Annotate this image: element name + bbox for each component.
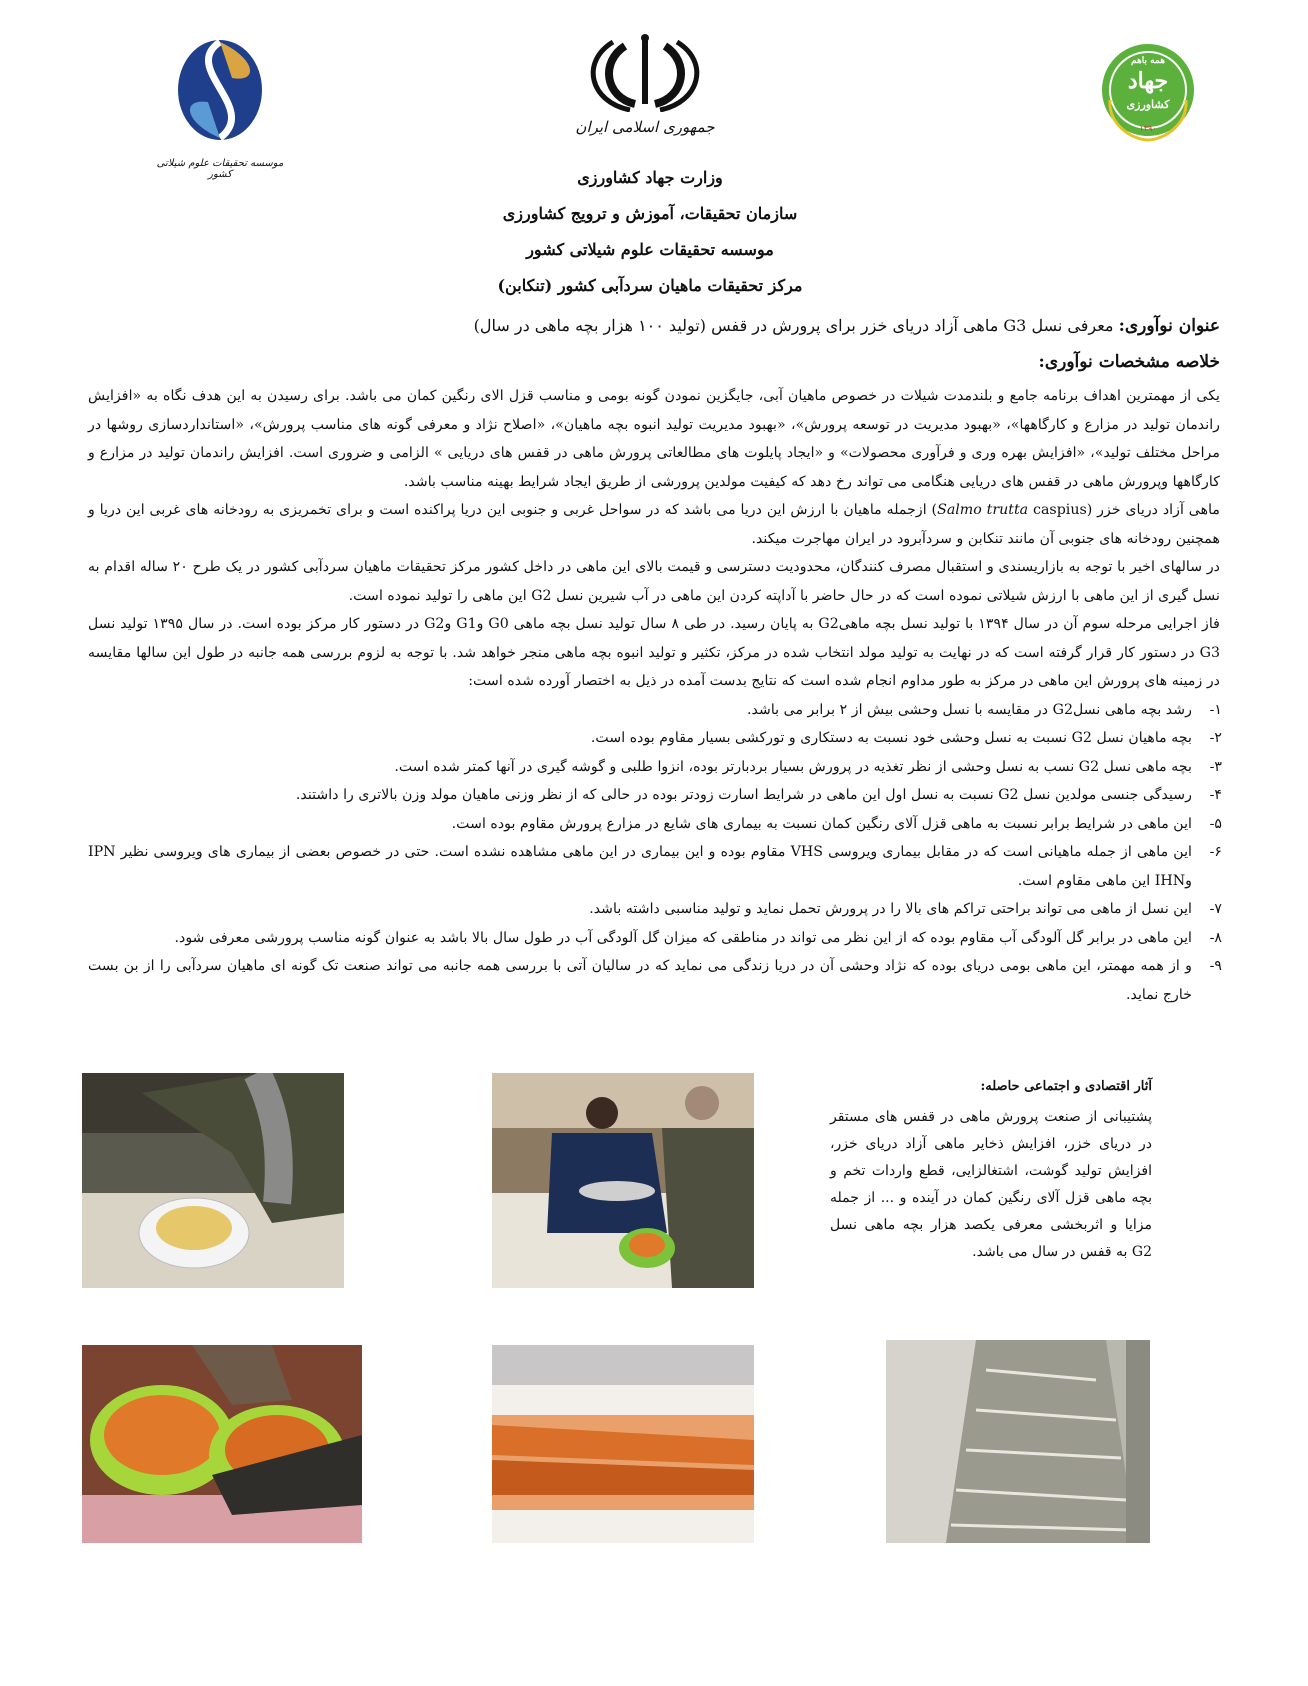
paragraph-2: ماهی آزاد دریای خزر (Salmo trutta caspius) ازجمله ماهیان با ارزش این دریا می باشد که در سواحل غربی و جنوبی این دریا پراکنده است و برای تخمریزی به رودخانه های غربی این دریا و همچنین رودخانه های جنوبی آن مانند تنکابن و سردآبرود در ایران مهاجرت میکند. bbox=[88, 502, 1221, 547]
organization-heading bbox=[400, 160, 900, 304]
list-item: ۴- رسیدگی جنسی مولدین نسل G2 نسبت به نسل اول این ماهی در شرایط اسارت زودتر بوده در حالی که از نظر وزنی ماهیان مولد وزن بالاتری را داشتند. bbox=[295, 787, 1222, 803]
left-logo-caption: موسسه تحقیقات علوم شیلاتی کشور bbox=[156, 158, 284, 180]
paragraph-3: در سالهای اخیر با توجه به بازاریسندی و استقبال مصرف کنندگان، محدودیت دسترسی و قیمت بالای این ماهی در داخل کشور مرکز تحقیقات ماهیان سردآبی کشور در یک طرح ۲۰ ساله اقدام به نسل گیری از این ماهی با ارزش شیلاتی نموده است که در حال حاضر با آداپته کردن این ماهی در آب شیرین نسل G2 این ماهی را تولید نموده است. bbox=[88, 559, 1220, 604]
right-logo-sub: کشاورزی bbox=[1126, 98, 1170, 111]
summary-body bbox=[88, 382, 1220, 1009]
paragraph-1: یکی از مهمترین اهداف برنامه جامع و بلندمدت شیلات در خصوص ماهیان آبی، جایگزین نمودن گونه بومی و مناسب قزل الای رنگین کمان می باشد. برای رسیدن به این هدف نگاه به «افزایش راندمان تولید در مزارع و کارگاهها»، «بهبود مدیریت در توسعه پرورش»، «بهبود مدیریت تولید انبوه بچه ماهیان»، «اصلاح نژاد و معرفی گونه های مناسب پرورش»، «استانداردسازی روشها در مراحل مختلف تولید»، «افزایش بهره وری و فرآوری محصولات» و «ایجاد پایلوت های مطالعاتی پرورش ماهی در قفس های دریایی » الزامی و ضروری است. افزایش راندمان تولید در مزارع و کارگاهها وپرورش ماهی در قفس های دریایی هنگامی می تواند رخ دهد که کیفیت مولدین پرورشی از طریق ایجاد شرایط بهینه مناسب باشد. bbox=[88, 388, 1220, 490]
results-list bbox=[88, 696, 1220, 1010]
right-logo-year: ۱۳۹۰ bbox=[1139, 124, 1157, 133]
ministry-name: وزارت جهاد کشاورزی bbox=[577, 168, 723, 187]
economic-heading: آثار اقتصادی و اجتماعی حاصله: bbox=[980, 1079, 1152, 1094]
innovation-text: معرفی نسل G3 ماهی آزاد دریای خزر برای پرورش در قفس (تولید ۱۰۰ هزار بچه ماهی در سال) bbox=[473, 316, 1114, 335]
list-item: ۸- این ماهی در برابر گل آلودگی آب مقاوم بوده که از این نظر می تواند در مناطقی که میزان گل آلودگی آب در طول سال بالا باشد به عنوان گونه مناسب پرورشی معرفی شود. bbox=[174, 929, 1222, 946]
center-logo-caption: جمهوری اسلامی ایران bbox=[575, 118, 715, 136]
list-item: ۳- بچه ماهی نسل G2 نسب به نسل وحشی از نظر تغذیه در پرورش بسیار بردبارتر بوده، انزوا طلبی و گوشه گیری در آنها کمتر شده است. bbox=[394, 758, 1222, 775]
iran-emblem-logo bbox=[575, 32, 715, 147]
list-item: ۲- بچه ماهیان نسل G2 نسبت به نسل وحشی خود نسبت به دستکاری و تورکشی بسیار مقاوم بوده است. bbox=[590, 730, 1222, 746]
agriculture-jihad-logo bbox=[1098, 40, 1198, 145]
organization-name: سازمان تحقیقات، آموزش و ترویج کشاورزی bbox=[502, 204, 798, 223]
summary-heading: خلاصه مشخصات نوآوری: bbox=[1038, 352, 1220, 372]
list-item: ۱- رشد بچه ماهی نسلG2 در مقایسه با نسل وحشی بیش از ۲ برابر می باشد. bbox=[747, 701, 1222, 718]
photo-fish-fry-orange bbox=[492, 1345, 754, 1543]
economic-text: پشتیبانی از صنعت پرورش ماهی در قفس های مستقر در دریای خزر، افزایش ذخایر ماهی آزاد دریای خزر، افزایش تولید گوشت، اشتغالزایی، قطع واردات تخم و بچه ماهی قزل آلای رنگین کمان در آینده و ... از جمله مزایا و اثربخشی معرفی یکصد هزار بچه ماهی نسل G2 به قفس در سال می باشد. bbox=[830, 1109, 1152, 1260]
photo-egg-fertilization bbox=[492, 1073, 754, 1288]
list-item: ۶- این ماهی از جمله ماهیانی است که در مقابل بیماری ویروسی VHS مقاوم بوده و این بیماری در این ماهی مشاهده نشده است. حتی در خصوص بعضی از بیماری های ویروسی نظیر IPN وIHN این ماهی مقاوم است. bbox=[88, 844, 1222, 889]
photo-fish-stripping bbox=[82, 1073, 344, 1288]
list-item: ۹- و از همه مهمتر، این ماهی بومی دریای بوده که نژاد وحشی آن در دریا زندگی می نماید که در سالیان آتی با بررسی همه جانبه می تواند صنعت تک گونه ای ماهیان سردآبی را از بن بست خارج نماید. bbox=[88, 958, 1222, 1003]
list-item: ۷- این نسل از ماهی می تواند براحتی تراکم های بالا را در پرورش تحمل نماید و تولید مناسبی داشته باشد. bbox=[589, 901, 1222, 917]
institute-name: موسسه تحقیقات علوم شیلاتی کشور bbox=[526, 240, 774, 259]
innovation-label: عنوان نوآوری: bbox=[1118, 316, 1220, 336]
fisheries-institute-logo bbox=[150, 38, 290, 188]
right-logo-top: همه باهم bbox=[1131, 56, 1165, 66]
innovation-title bbox=[88, 315, 1220, 337]
scientific-name: Salmo trutta bbox=[937, 502, 1029, 518]
list-item: ۵- این ماهی در شرایط برابر نسبت به ماهی قزل آلای رنگین کمان نسبت به بیماری های شایع در مزارع پرورش مقاوم بوده است. bbox=[451, 815, 1222, 832]
photo-eggs-in-basins bbox=[82, 1345, 362, 1543]
center-name: مرکز تحقیقات ماهیان سردآبی کشور (تنکابن) bbox=[497, 276, 803, 295]
paragraph-4: فاز اجرایی مرحله سوم آن در سال ۱۳۹۴ با تولید نسل بچه ماهیG2 به پایان رسید. در طی ۸ سال تولید نسل بچه ماهی G0 وG1 وG2 در دستور کار مرکز بوده است. در سال ۱۳۹۵ تولید نسل G3 در دستور کار قرار گرفته است که در نهایت به تولید مولد انتخاب شده در مرکز، تکثیر و تولید انبوه بچه ماهی منجر خواهد شد. با توجه به لزوم بررسی همه جانبه در طول این سالها مقایسه در زمینه های پرورش این ماهی در مرکز به طور مداوم انجام شده است که نتایج بدست آمده در ذیل به اختصار آورده شده است: bbox=[88, 616, 1220, 689]
economic-effects bbox=[830, 1073, 1152, 1266]
photo-fingerlings-tank bbox=[886, 1340, 1150, 1543]
right-logo-main: جهاد bbox=[1127, 68, 1169, 94]
